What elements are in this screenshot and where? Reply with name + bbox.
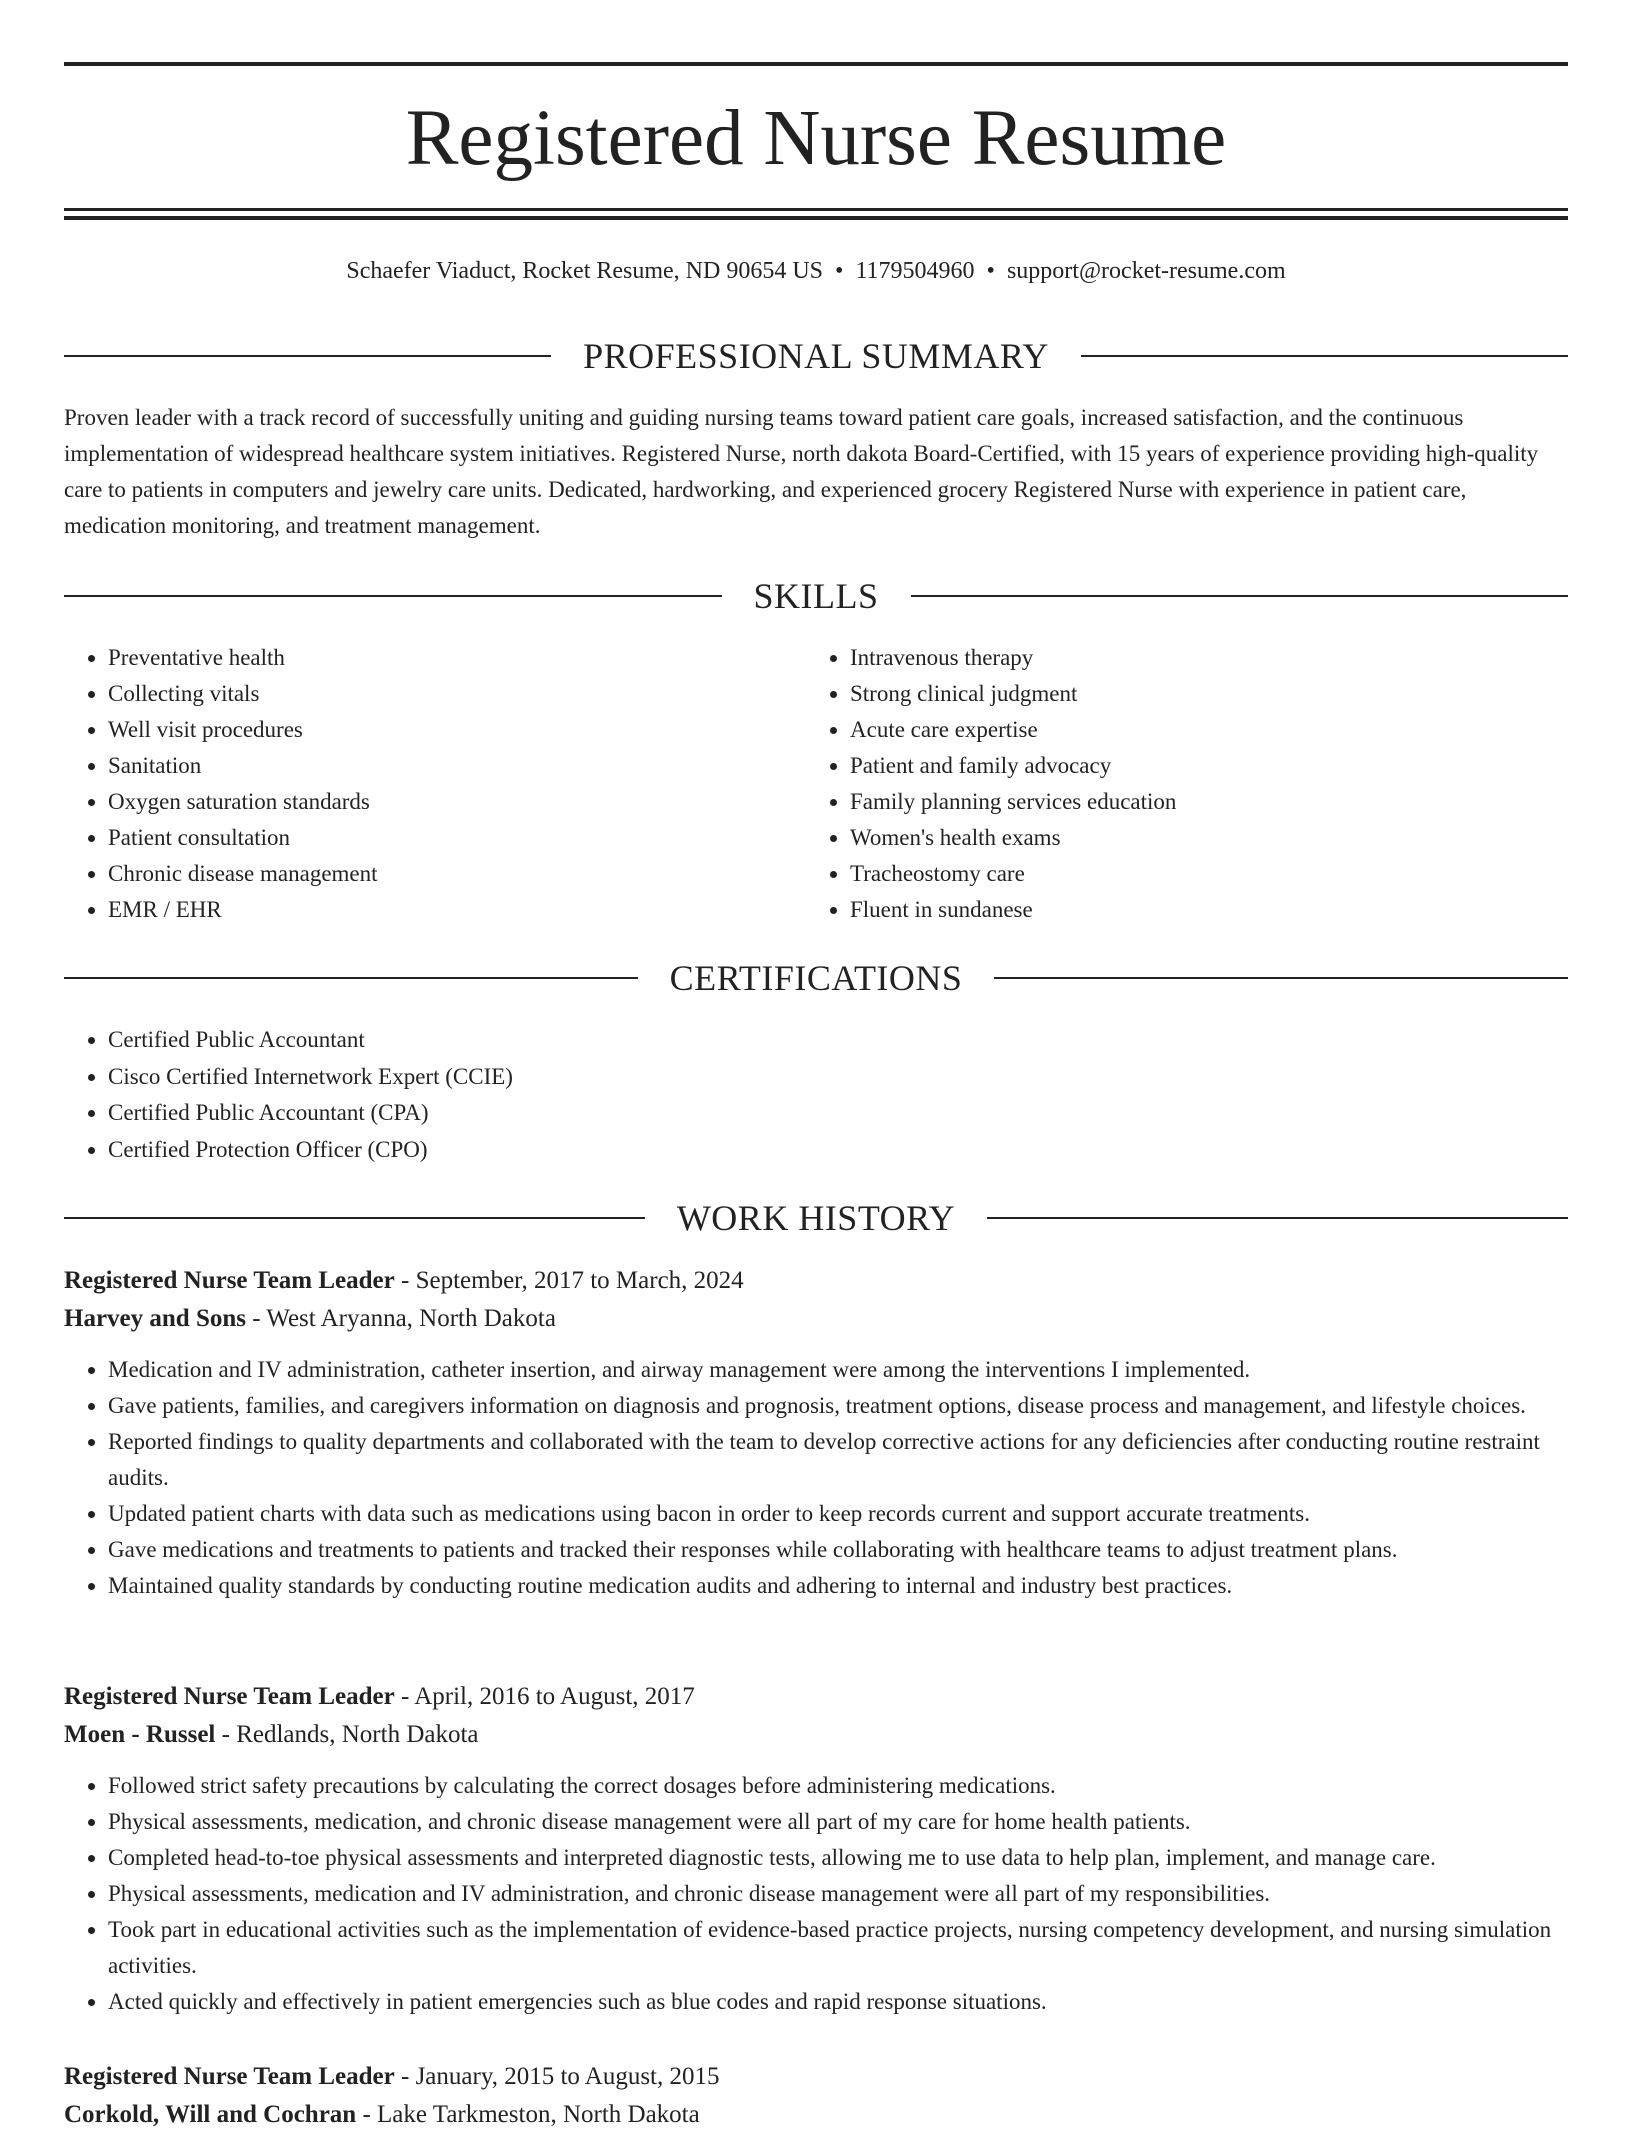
section-rule bbox=[64, 355, 551, 357]
job-location: - West Aryanna, North Dakota bbox=[245, 1305, 556, 1332]
section-title-work-history: WORK HISTORY bbox=[676, 1198, 956, 1238]
job-bullet: • Acted quickly and effectively in patient emergencies such as blue codes and rapid response situations. bbox=[108, 1984, 1568, 2020]
job-bullet: • Reported findings to quality departments and collaborated with the team to develop corrective actions for any deficiencies after conducting routine restraint audits. bbox=[108, 1424, 1568, 1496]
contact-line bbox=[64, 254, 1568, 288]
job-title: Registered Nurse Team Leader bbox=[64, 1683, 395, 1710]
job-dates: - January, 2015 to August, 2015 bbox=[394, 2063, 720, 2090]
job-title: Registered Nurse Team Leader bbox=[64, 1267, 395, 1294]
skill-item: • Patient and family advocacy bbox=[850, 748, 1548, 784]
job-bullet: • Followed strict safety precautions by calculating the correct dosages before administering medications. bbox=[108, 1768, 1568, 1804]
certifications-list bbox=[64, 1022, 1568, 1168]
job-title: Registered Nurse Team Leader bbox=[64, 2063, 395, 2090]
job-bullet: • Took part in educational activities such as the implementation of evidence-based practice projects, nursing competency development, and nursing simulation activities. bbox=[108, 1912, 1568, 1984]
section-title-skills: SKILLS bbox=[753, 576, 879, 616]
section-rule bbox=[911, 595, 1569, 597]
job-company: Harvey and Sons bbox=[64, 1305, 246, 1332]
skills-column-right bbox=[806, 640, 1548, 928]
job-bullet: • Medication and IV administration, catheter insertion, and airway management were among the interventions I implemented. bbox=[108, 1352, 1568, 1388]
job-bullets bbox=[64, 1768, 1568, 2020]
section-title-certifications: CERTIFICATIONS bbox=[669, 958, 963, 998]
certification-item: • Cisco Certified Internetwork Expert (CCIE) bbox=[108, 1059, 1568, 1096]
skill-item: • EMR / EHR bbox=[108, 892, 806, 928]
section-rule bbox=[64, 595, 722, 597]
skill-item: • Women's health exams bbox=[850, 820, 1548, 856]
skill-item: • Acute care expertise bbox=[850, 712, 1548, 748]
section-rule bbox=[994, 977, 1568, 979]
skill-item: • Sanitation bbox=[108, 748, 806, 784]
job-dates: - September, 2017 to March, 2024 bbox=[394, 1267, 744, 1294]
skill-item: • Chronic disease management bbox=[108, 856, 806, 892]
section-rule bbox=[64, 1217, 645, 1219]
job-bullet: • Updated patient charts with data such as medications using bacon in order to keep records current and support accurate treatments. bbox=[108, 1496, 1568, 1532]
job-entry bbox=[64, 1678, 1568, 2020]
summary-paragraph: Proven leader with a track record of successfully uniting and guiding nursing teams toward patient care goals, increased satisfaction, and the continuous implementation of widespread healthcare system initiatives. Registered Nurse, north dakota Board-Certified, with 15 years of experience providing high-quality care to patients in computers and jewelry care units. Dedicated, hardworking, and experienced grocery Registered Nurse with experience in patient care, medication monitoring, and treatment management. bbox=[64, 405, 1539, 538]
job-bullet: • Physical assessments, medication, and chronic disease management were all part of my care for home health patients. bbox=[108, 1804, 1568, 1840]
title-double-rule bbox=[64, 208, 1568, 220]
section-title-summary: PROFESSIONAL SUMMARY bbox=[583, 336, 1049, 376]
section-header-work-history bbox=[64, 1198, 1568, 1238]
skill-item: • Family planning services education bbox=[850, 784, 1548, 820]
skill-item: • Well visit procedures bbox=[108, 712, 806, 748]
section-header-certifications bbox=[64, 958, 1568, 998]
skill-item: • Tracheostomy care bbox=[850, 856, 1548, 892]
skill-item: • Patient consultation bbox=[108, 820, 806, 856]
section-header-skills bbox=[64, 576, 1568, 616]
contact-separator: • bbox=[835, 258, 844, 284]
job-bullet: • Completed head-to-toe physical assessments and interpreted diagnostic tests, allowing me to use data to help plan, implement, and manage care. bbox=[108, 1840, 1568, 1876]
job-bullet: • Gave patients, families, and caregivers information on diagnosis and prognosis, treatment options, disease process and management, and lifestyle choices. bbox=[108, 1388, 1568, 1424]
section-rule bbox=[1081, 355, 1568, 357]
section-rule bbox=[987, 1217, 1568, 1219]
job-entry bbox=[64, 2058, 1568, 2134]
skills-column-left bbox=[64, 640, 806, 928]
section-header-summary bbox=[64, 336, 1568, 376]
job-location: - Redlands, North Dakota bbox=[215, 1721, 479, 1748]
skill-item: • Oxygen saturation standards bbox=[108, 784, 806, 820]
contact-phone: 1179504960 bbox=[855, 258, 975, 284]
page-title: Registered Nurse Resume bbox=[405, 95, 1227, 182]
job-title-line bbox=[64, 1262, 1568, 1300]
skill-item: • Strong clinical judgment bbox=[850, 676, 1548, 712]
job-location: - Lake Tarkmeston, North Dakota bbox=[356, 2101, 700, 2128]
job-bullet: • Gave medications and treatments to patients and tracked their responses while collaborating with healthcare teams to adjust treatment plans. bbox=[108, 1532, 1568, 1568]
skills-list bbox=[64, 640, 1568, 928]
skill-item: • Intravenous therapy bbox=[850, 640, 1548, 676]
section-rule bbox=[64, 977, 638, 979]
job-bullet: • Maintained quality standards by conducting routine medication audits and adhering to internal and industry best practices. bbox=[108, 1568, 1568, 1604]
skill-item: • Collecting vitals bbox=[108, 676, 806, 712]
job-title-line bbox=[64, 1678, 1568, 1716]
job-bullet: • Physical assessments, medication and IV administration, and chronic disease management were all part of my responsibilities. bbox=[108, 1876, 1568, 1912]
contact-email: support@rocket-resume.com bbox=[1006, 258, 1286, 284]
job-company-line bbox=[64, 1716, 1568, 1754]
job-bullets bbox=[64, 1352, 1568, 1604]
top-rule bbox=[64, 62, 1568, 66]
job-company: Moen - Russel bbox=[64, 1721, 216, 1748]
job-company-line bbox=[64, 2096, 1568, 2134]
certification-item: • Certified Public Accountant bbox=[108, 1022, 1568, 1059]
job-dates: - April, 2016 to August, 2017 bbox=[394, 1683, 695, 1710]
contact-separator: • bbox=[986, 258, 995, 284]
job-company-line bbox=[64, 1300, 1568, 1338]
skill-item: • Fluent in sundanese bbox=[850, 892, 1548, 928]
skill-item: • Preventative health bbox=[108, 640, 806, 676]
certification-item: • Certified Protection Officer (CPO) bbox=[108, 1132, 1568, 1169]
job-title-line bbox=[64, 2058, 1568, 2096]
certification-item: • Certified Public Accountant (CPA) bbox=[108, 1095, 1568, 1132]
job-entry bbox=[64, 1262, 1568, 1604]
contact-address: Schaefer Viaduct, Rocket Resume, ND 90654 US bbox=[346, 258, 824, 284]
job-company: Corkold, Will and Cochran bbox=[64, 2101, 357, 2128]
